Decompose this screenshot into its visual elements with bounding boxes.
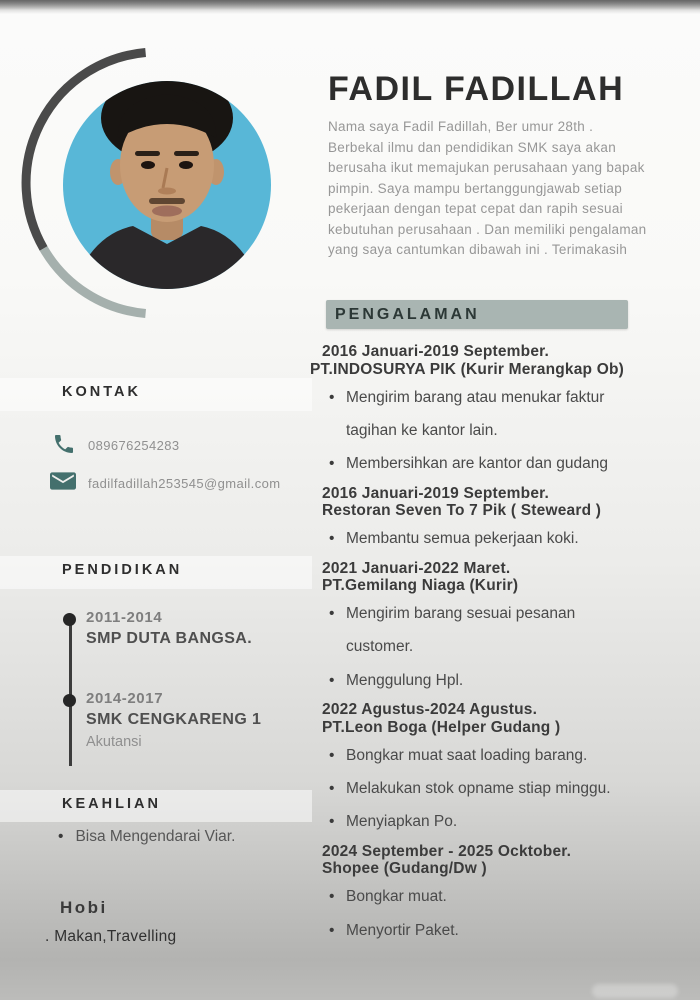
experience-company: Shopee (Gudang/Dw ) xyxy=(322,860,487,878)
profile-photo xyxy=(8,30,338,360)
hobby-items: . Makan,Travelling xyxy=(45,928,177,945)
experience-bullet: • Melakukan stok opname stiap minggu. xyxy=(322,772,638,805)
experience-company: PT.INDOSURYA PIK (Kurir Merangkap Ob) xyxy=(310,360,625,378)
experience-section-header xyxy=(326,300,628,329)
education-section-title: PENDIDIKAN xyxy=(62,562,183,578)
experience-bullet: • Menggulung Hpl. xyxy=(322,664,638,697)
experience-bullet: • Mengirim barang sesuai pesanan customer. xyxy=(322,597,638,664)
experience-bullet: • Bongkar muat. xyxy=(322,880,638,913)
email-address: fadilfadillah253545@gmail.com xyxy=(88,476,281,491)
experience-bullet: • Membersihkan are kantor dan gudang xyxy=(322,447,638,480)
education-years: 2014-2017 xyxy=(86,690,164,707)
experience-period: 2016 Januari-2019 September. xyxy=(322,343,550,360)
experience-period: 2016 Januari-2019 September. xyxy=(322,484,550,502)
contact-header-band xyxy=(0,378,312,411)
experience-section-title: PENGALAMAN xyxy=(335,306,480,323)
experience-entry xyxy=(322,485,694,556)
contact-section-title: KONTAK xyxy=(62,384,141,400)
experience-entry xyxy=(322,560,694,698)
experience-bullet: • Menyortir Paket. xyxy=(322,914,638,947)
education-timeline-dot xyxy=(63,613,76,626)
experience-bullet: • Mengirim barang atau menukar faktur tagihan ke kantor lain. xyxy=(322,381,638,448)
bullet-dot: • xyxy=(58,828,64,845)
education-timeline-dot xyxy=(63,694,76,707)
experience-period: 2022 Agustus-2024 Agustus. xyxy=(322,701,538,719)
experience-period: 2021 Januari-2022 Maret. xyxy=(322,559,511,577)
page-title-name: FADIL FADILLAH xyxy=(328,70,625,108)
skill-item xyxy=(58,828,235,846)
education-school: SMP DUTA BANGSA. xyxy=(86,630,253,647)
skills-section-title: KEAHLIAN xyxy=(62,796,161,812)
phone-icon xyxy=(52,432,76,456)
experience-entry xyxy=(310,343,694,481)
experience-bullet: • Menyiapkan Po. xyxy=(322,805,638,838)
hobby-section-title: Hobi xyxy=(60,898,108,917)
skill-text: Bisa Mengendarai Viar. xyxy=(75,828,236,845)
experience-entry xyxy=(322,843,694,947)
experience-list xyxy=(310,343,694,951)
experience-company: PT.Leon Boga (Helper Gudang ) xyxy=(322,718,561,736)
education-timeline-line xyxy=(69,620,72,766)
bottom-right-highlight xyxy=(592,984,678,998)
envelope-icon xyxy=(50,470,76,492)
experience-bullet: • Bongkar muat saat loading barang. xyxy=(322,739,638,772)
phone-number: 089676254283 xyxy=(88,438,180,453)
education-detail: Akutansi xyxy=(86,734,142,750)
education-years: 2011-2014 xyxy=(86,609,163,626)
profile-photo-graphic xyxy=(8,30,338,360)
experience-company: PT.Gemilang Niaga (Kurir) xyxy=(322,577,519,595)
top-edge-shadow xyxy=(0,0,700,10)
experience-period: 2024 September - 2025 Ocktober. xyxy=(322,842,572,860)
experience-bullet: • Membantu semua pekerjaan koki. xyxy=(322,522,638,555)
experience-company: Restoran Seven To 7 Pik ( Steweard ) xyxy=(322,502,602,520)
profile-summary: Nama saya Fadil Fadillah, Ber umur 28th . Berbekal ilmu dan pendidikan SMK saya akan berusaha ikut memajukan perusahaan yang bapak pimpin. Saya mampu bertanggungjawab setiap pekerjaan dengan tepat cepat dan rapih sesuai kebutuhan perusahaan . Dan memiliki pengalaman yang saya cantumkan dibawah ini . Terimakasih xyxy=(328,119,647,258)
education-school: SMK CENGKARENG 1 xyxy=(86,711,262,728)
experience-entry xyxy=(322,701,694,839)
